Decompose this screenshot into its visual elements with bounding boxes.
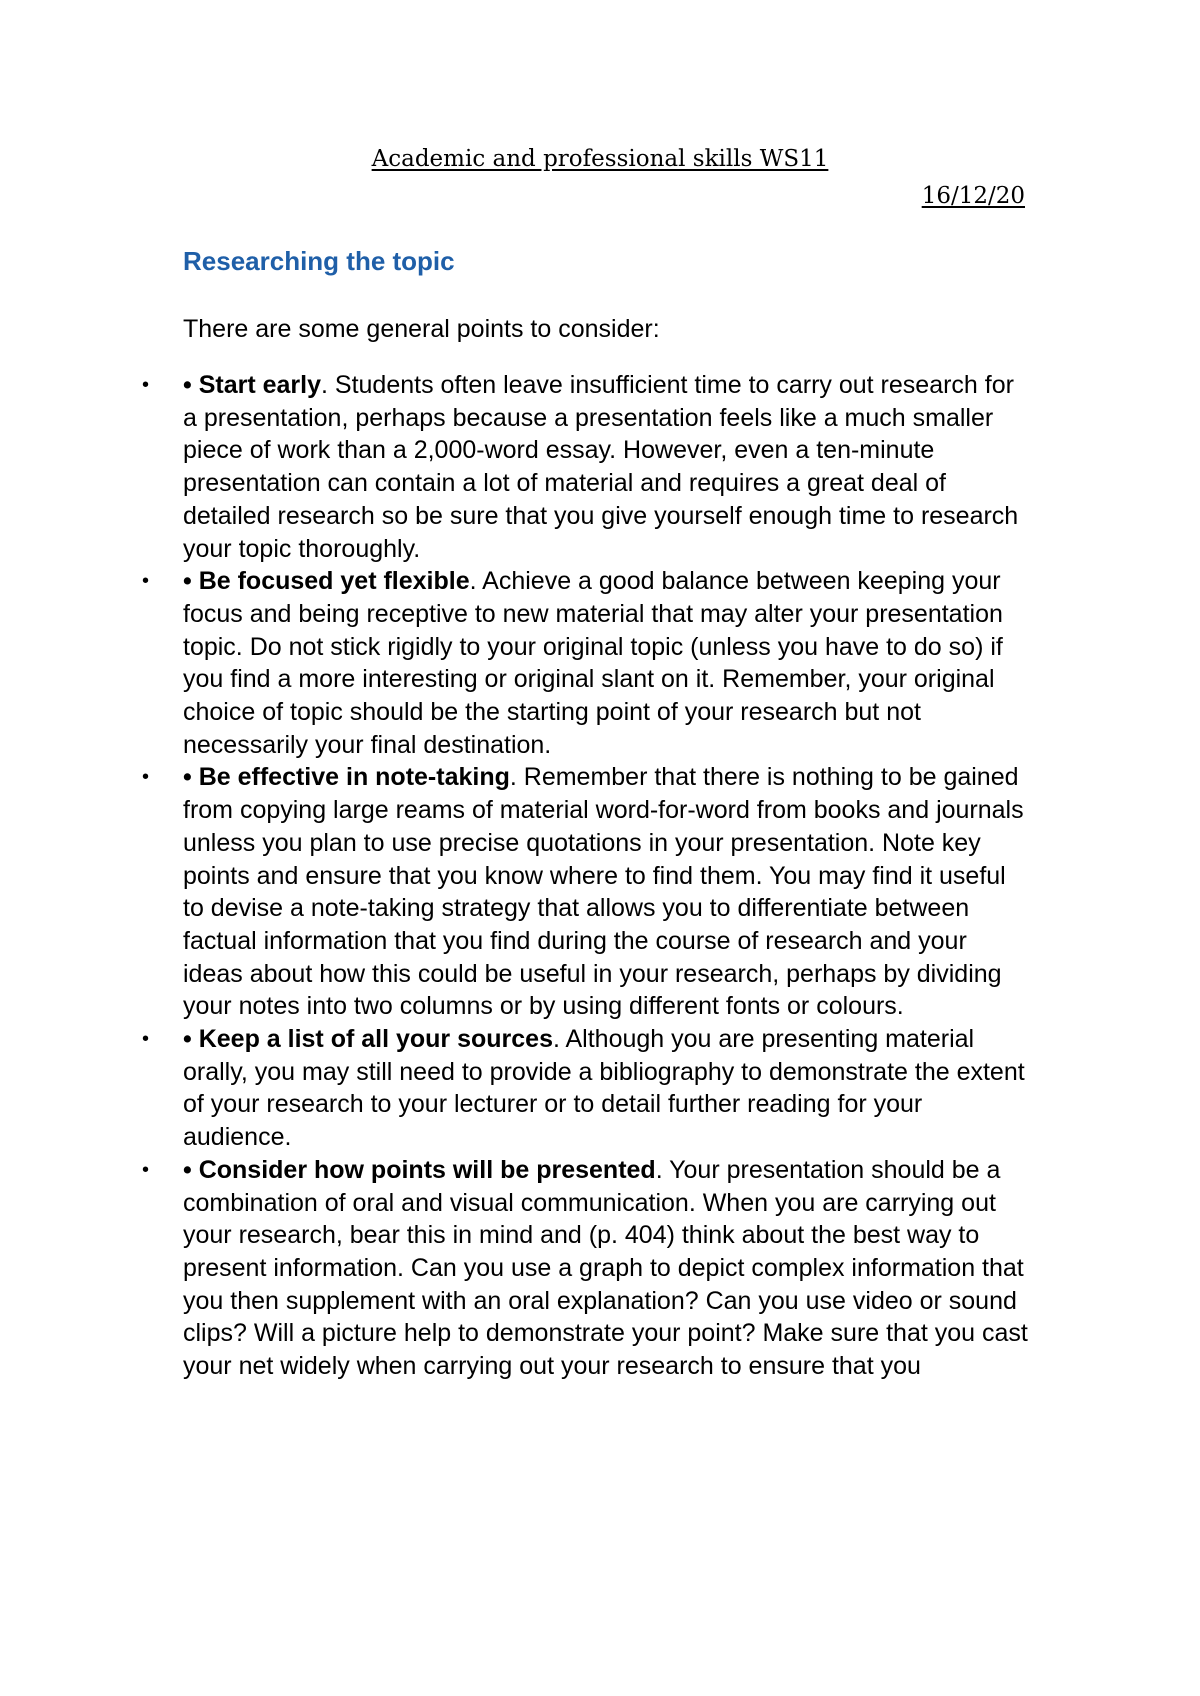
- bullet-body-text: . Achieve a good balance between keeping your focus and being receptive to new material that may alter your presentation topic. Do not stick rigidly to your original topic (unless you have to do so) if you find a more interesting or original slant on it. Remember, your original choice of topic should be the starting point of your research but not necessarily your final destination.: [183, 567, 1003, 759]
- document-title: Academic and professional skills WS11: [371, 146, 829, 172]
- bullet-body-text: . Although you are presenting material orally, you may still need to provide a bibliography to demonstrate the extent of your research to your lecturer or to detail further reading for your audience.: [183, 1025, 1025, 1152]
- inline-bullet-prefix: •: [183, 1025, 199, 1054]
- bullet-lead-label: Be effective in note-taking: [198, 763, 510, 792]
- inline-bullet-prefix: •: [183, 763, 199, 792]
- bullet-marker: •: [142, 374, 150, 396]
- bullet-marker: •: [142, 1158, 150, 1181]
- bullet-marker: •: [142, 570, 150, 593]
- bullet-lead-text: [183, 567, 470, 595]
- bullet-marker: •: [142, 766, 150, 789]
- bullet-item-note-taking: [142, 761, 1033, 1023]
- inline-bullet-prefix: •: [183, 567, 199, 596]
- bullet-lead-label: Be focused yet flexible: [198, 567, 470, 596]
- bullet-item-start-early: [142, 369, 1033, 565]
- bullet-lead-text: [183, 763, 510, 791]
- inline-bullet-prefix: •: [183, 1155, 199, 1184]
- bullet-body-text: . Your presentation should be a combination of oral and visual communication. When you are carrying out your research, bear this in mind and (p. 404) think about the best way to present information. Can you use a graph to depict complex information that you then supplement with an oral explanation? Can you use video or sound clips? Will a picture help to demonstrate your point? Make sure that you cast your net widely when carrying out your research to ensure that you: [183, 1155, 1028, 1381]
- bullet-item-sources: [142, 1023, 1033, 1154]
- bullet-lead-text: [183, 1025, 553, 1053]
- bullet-lead-text: [183, 371, 321, 399]
- bullet-marker: •: [142, 1028, 150, 1051]
- bullet-body-text: . Remember that there is nothing to be gained from copying large reams of material word-for-word from books and journals unless you plan to use precise quotations in your presentation. Note key points and ensure that you know where to find them. You may find it useful to devise a note-taking strategy that allows you to differentiate between factual information that you find during the course of research and your ideas about how this could be useful in your research, perhaps by dividing your notes into two columns or by using different fonts or colours.: [183, 763, 1024, 1021]
- bullet-list: [142, 369, 1033, 1383]
- bullet-item-be-focused: [142, 565, 1033, 761]
- intro-paragraph: There are some general points to consider:: [183, 315, 660, 343]
- bullet-lead-label: Consider how points will be presented: [198, 1155, 656, 1184]
- bullet-body-text: . Students often leave insufficient time to carry out research for a presentation, perhaps because a presentation feels like a much smaller piece of work than a 2,000-word essay. However, even a ten-minute presentation can contain a lot of material and requires a great deal of detailed research so be sure that you give yourself enough time to research your topic thoroughly.: [183, 371, 1019, 563]
- bullet-lead-text: [183, 1156, 656, 1184]
- bullet-lead-label: Start early: [198, 371, 321, 399]
- bullet-lead-label: Keep a list of all your sources: [198, 1025, 553, 1054]
- document-date: 16/12/20: [921, 183, 1025, 209]
- section-heading: Researching the topic: [183, 246, 455, 276]
- bullet-item-presentation-points: [142, 1154, 1033, 1383]
- inline-bullet-prefix: •: [183, 371, 199, 399]
